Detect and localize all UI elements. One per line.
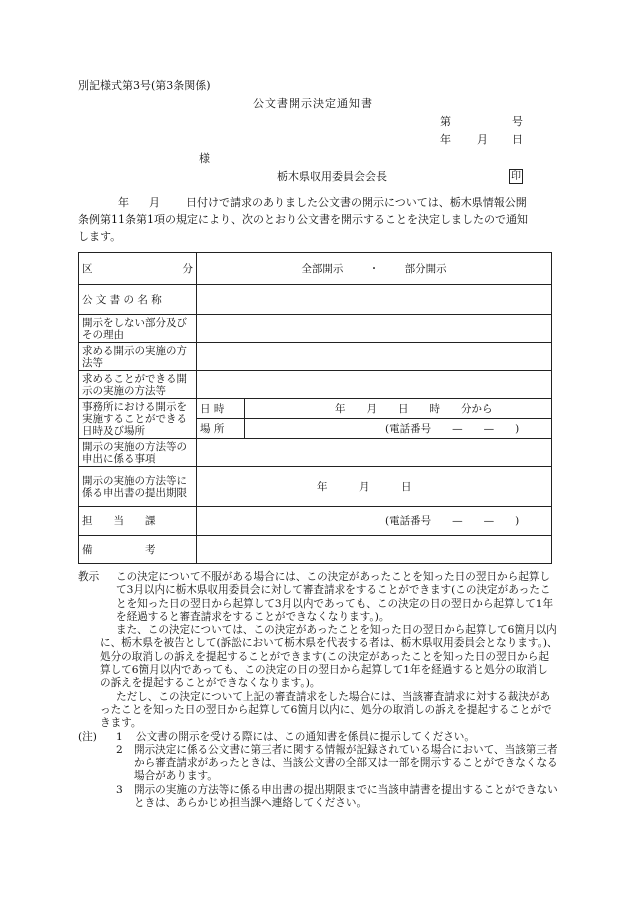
nondisclosed-label: 開示をしない部分及びその理由 [79,315,197,343]
department-label: 担 当 課 [79,507,197,536]
document-name-value[interactable] [197,285,552,315]
category-label-a: 区 [82,262,93,275]
note-1 [78,731,558,744]
remarks-label: 備 考 [79,536,197,564]
kyoji-text-1: この決定について不服がある場合には、この決定があったことを知った日の翌日から起算して3月以内に栃木県収用委員会に対して審査請求をすることができます(この決定があったことを知った日の翌日から起算して3月以内であっても、この決定の日の翌日から起算して1年を経過すると審査請求をすることができなくなります。)。 [116,571,554,623]
available-method-label: 求めることができる開示の実施の方法等 [79,371,197,399]
datetime-label: 日 時 [197,399,245,419]
intro-line3: します。 [78,230,122,243]
requested-method-label: 求める開示の実施の方法等 [79,343,197,371]
row-nondisclosed [79,315,552,343]
row-category-value [197,253,552,285]
nondisclosed-value[interactable] [197,315,552,343]
note-3 [78,784,558,811]
method-request-value[interactable] [197,439,552,467]
seal-mark: 印 [511,171,521,182]
row-available-method [79,371,552,399]
note-2 [78,744,558,784]
place-label: 場 所 [197,419,245,439]
date-day-label: 日 [512,133,523,146]
method-request-label: 開示の実施の方法等の申出に係る事項 [79,439,197,467]
note-2-num: 2 [116,743,123,756]
note-3-num: 3 [116,783,123,796]
row-deadline [79,467,552,507]
intro-line2: 条例第11条第1項の規定により、次のとおり公文書を開示することを決定しましたので通知 [78,213,528,226]
kyoji-p1 [78,571,558,624]
kyoji-label: 教示 [78,571,100,583]
row-document-name [79,285,552,315]
deadline-label: 開示の実施の方法等に係る申出書の提出期限 [79,467,197,507]
intro-year: 年 [118,196,129,209]
notes-section [78,571,558,810]
chu-label: (注) [78,730,97,743]
row-department [79,507,552,536]
remarks-value[interactable] [197,536,552,564]
option-full-disclosure[interactable]: 全部開示 [301,262,344,275]
row-category-label [79,253,197,285]
note-1-num: 1 [116,730,123,743]
category-label-b: 分 [182,262,193,275]
note-1-text: 公文書の開示を受ける際には、この通知書を係員に提示してください。 [136,730,475,743]
note-2-text: 開示決定に係る公文書に第三者に関する情報が記録されている場合において、当該第三者から審査請求があったときは、当該公文書の全部又は一部を開示することができなくなる場合があります。 [134,743,558,783]
place-phone[interactable]: (電話番号 — — ) [245,419,552,439]
row-method-request [79,439,552,467]
office-disclosure-label: 事務所における開示を実施することができる日時及び場所 [79,399,197,439]
row-requested-method [79,343,552,371]
number-label-go: 号 [512,115,523,128]
recipient-suffix: 様 [199,152,210,165]
intro-line1: 日付けで請求のありました公文書の開示については、栃木県情報公開 [186,196,527,209]
date-month-label: 月 [477,133,488,146]
row-category [79,253,552,285]
issuer-name: 栃木県収用委員会会長 [277,170,387,183]
requested-method-value[interactable] [197,343,552,371]
note-3-text: 開示の実施の方法等に係る申出書の提出期限までに当該申請書を提出することができないときは、あらかじめ担当課へ連絡してください。 [134,783,558,810]
document-name-label: 公 文 書 の 名 称 [79,285,197,315]
form-id: 別記様式第3号(第3条関係) [78,79,211,92]
row-office-datetime [79,399,552,419]
seal-box-wrap [509,169,523,184]
disclosure-table [78,252,552,564]
kyoji-text-3: ただし、この決定について上記の審査請求をした場合には、当該審査請求に対する裁決があったことを知った日の翌日から起算して6箇月以内に、処分の取消しの訴えを提起することができます。 [100,690,552,730]
option-partial-disclosure[interactable]: 部分開示 [404,262,447,275]
department-phone[interactable]: (電話番号 — — ) [197,507,552,536]
page-title: 公文書開示決定通知書 [253,97,373,110]
available-method-value[interactable] [197,371,552,399]
intro-month: 月 [149,196,160,209]
number-label-dai: 第 [440,115,451,128]
option-separator: ・ [368,262,380,275]
datetime-value[interactable]: 年 月 日 時 分から [245,399,552,419]
deadline-value[interactable]: 年 月 日 [197,467,552,507]
date-year-label: 年 [440,133,451,146]
row-remarks [79,536,552,564]
kyoji-text-2: また、この決定については、この決定があったことを知った日の翌日から起算して6箇月以内に、栃木県を被告として(訴訟において栃木県を代表する者は、栃木県収用委員会となります。)、処分の取消しの訴えを提起することができます(この決定があったことを知った日の翌日から起算して6箇月以内であっても、この決定の日の翌日から起算して1年を経過すると処分の取消しの訴えを提起することができなくなります。)。 [100,624,558,690]
